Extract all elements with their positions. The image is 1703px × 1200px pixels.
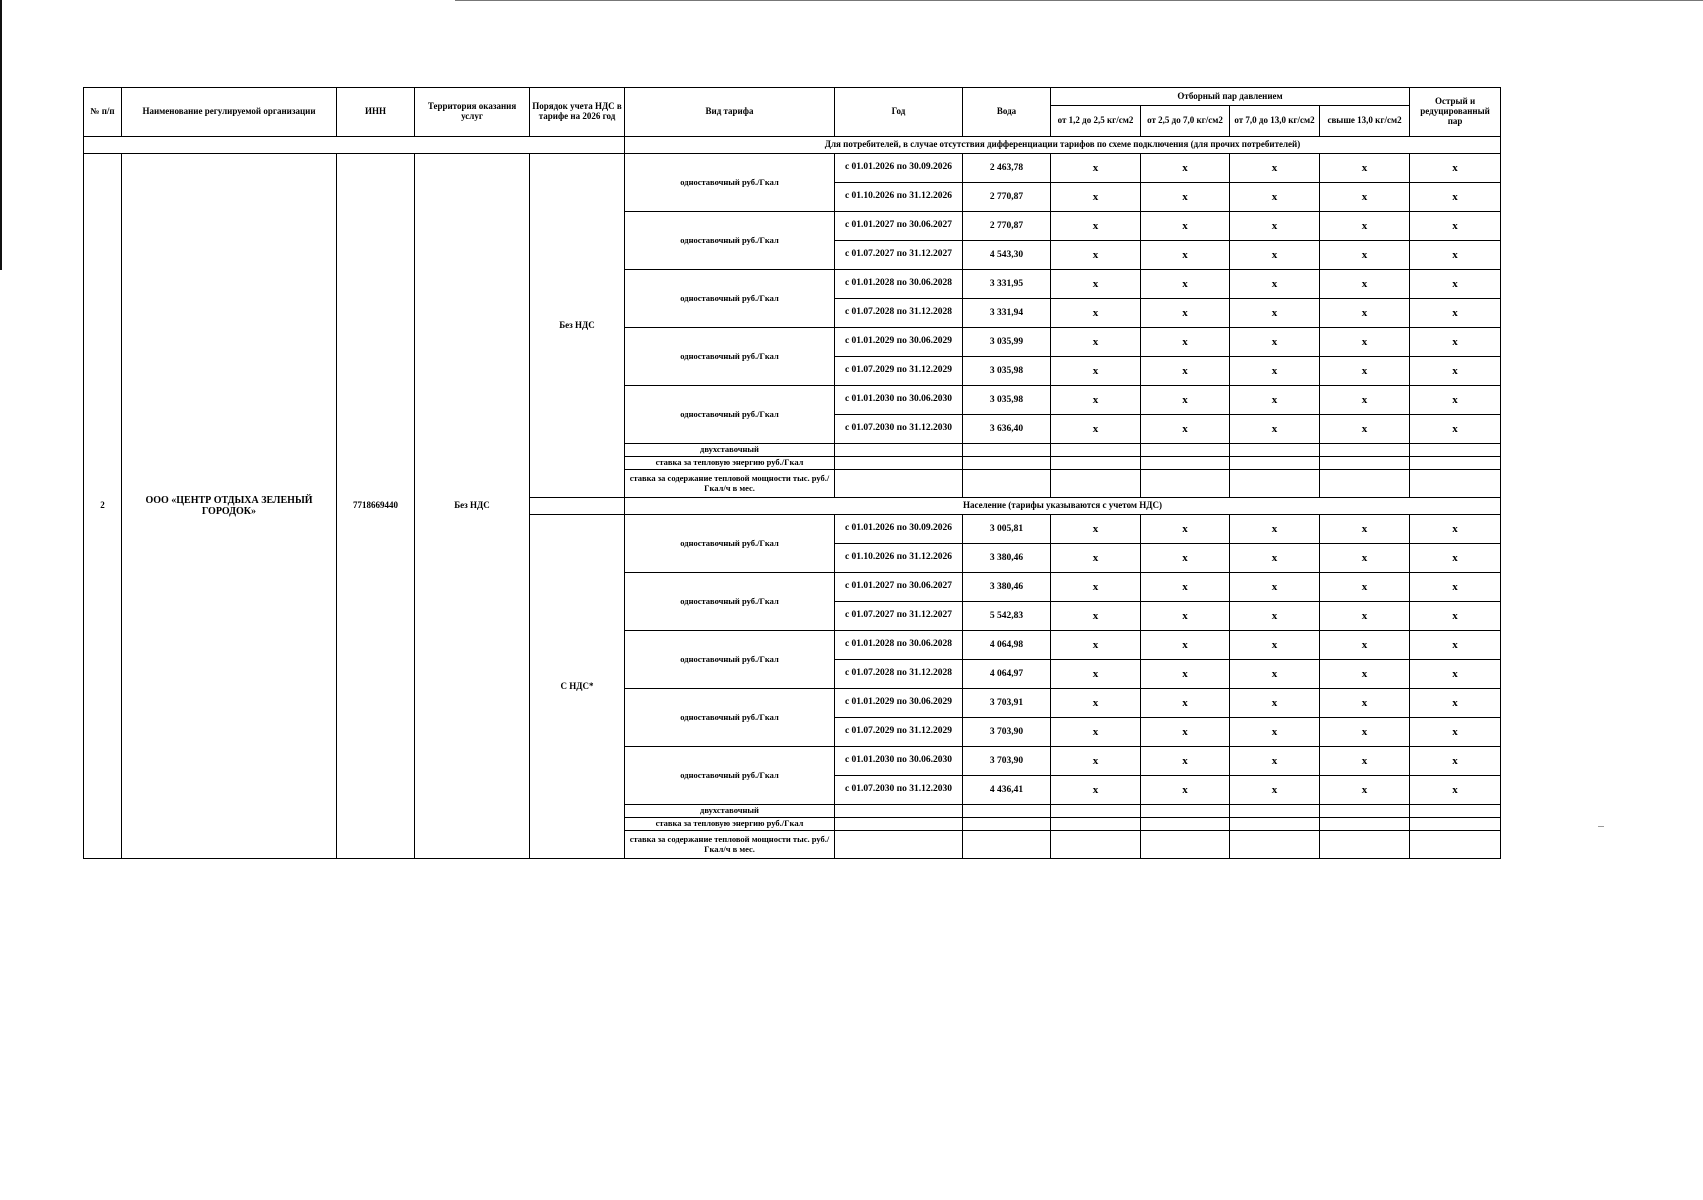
steam-4-cell: х xyxy=(1320,747,1410,776)
sharp-steam-cell: х xyxy=(1410,154,1501,183)
sharp-steam-cell: х xyxy=(1410,386,1501,415)
scan-edge-top xyxy=(455,0,1703,1)
empty-cell xyxy=(1320,457,1410,470)
empty-cell xyxy=(1410,457,1501,470)
water-value: 4 064,98 xyxy=(963,631,1051,660)
header-steam-3: от 7,0 до 13,0 кг/см2 xyxy=(1230,106,1320,137)
water-value: 4 543,30 xyxy=(963,241,1051,270)
empty-cell xyxy=(1051,444,1141,457)
tariff-kind: одноставочный руб./Гкал xyxy=(625,212,835,270)
tariff-kind-energy-rate: ставка за тепловую энергию руб./Гкал xyxy=(625,457,835,470)
empty-cell xyxy=(1410,818,1501,831)
water-value: 3 005,81 xyxy=(963,515,1051,544)
section-spacer xyxy=(84,137,625,154)
period-cell: с 01.07.2028 по 31.12.2028 xyxy=(835,660,963,689)
empty-cell xyxy=(1051,470,1141,498)
steam-1-cell: х xyxy=(1051,573,1141,602)
empty-cell xyxy=(1051,818,1141,831)
period-cell: с 01.07.2030 по 31.12.2030 xyxy=(835,415,963,444)
empty-cell xyxy=(1230,470,1320,498)
steam-3-cell: х xyxy=(1230,573,1320,602)
steam-3-cell: х xyxy=(1230,631,1320,660)
water-value: 3 636,40 xyxy=(963,415,1051,444)
water-value: 3 035,99 xyxy=(963,328,1051,357)
period-cell: с 01.01.2029 по 30.06.2029 xyxy=(835,689,963,718)
period-cell: с 01.07.2029 по 31.12.2029 xyxy=(835,357,963,386)
period-cell: с 01.01.2030 по 30.06.2030 xyxy=(835,386,963,415)
period-cell: с 01.07.2028 по 31.12.2028 xyxy=(835,299,963,328)
empty-cell xyxy=(835,831,963,859)
steam-1-cell: х xyxy=(1051,415,1141,444)
tariff-kind-capacity-rate: ставка за содержание тепловой мощности тыс. руб./Гкал/ч в мес. xyxy=(625,831,835,859)
empty-cell xyxy=(963,805,1051,818)
steam-4-cell: х xyxy=(1320,357,1410,386)
tariff-kind: одноставочный руб./Гкал xyxy=(625,747,835,805)
org-territory: Без НДС xyxy=(415,154,530,859)
empty-cell xyxy=(1141,457,1230,470)
sharp-steam-cell: х xyxy=(1410,270,1501,299)
section-spacer xyxy=(530,498,625,515)
sharp-steam-cell: х xyxy=(1410,573,1501,602)
steam-1-cell: х xyxy=(1051,328,1141,357)
steam-2-cell: х xyxy=(1141,270,1230,299)
steam-4-cell: х xyxy=(1320,212,1410,241)
header-num: № п/п xyxy=(84,88,122,137)
water-value: 3 331,95 xyxy=(963,270,1051,299)
empty-cell xyxy=(835,818,963,831)
steam-2-cell: х xyxy=(1141,241,1230,270)
period-cell: с 01.01.2027 по 30.06.2027 xyxy=(835,573,963,602)
steam-4-cell: х xyxy=(1320,631,1410,660)
steam-2-cell: х xyxy=(1141,183,1230,212)
steam-2-cell: х xyxy=(1141,154,1230,183)
empty-cell xyxy=(963,470,1051,498)
header-org-name: Наименование регулируемой организации xyxy=(122,88,337,137)
empty-cell xyxy=(1141,818,1230,831)
water-value: 3 331,94 xyxy=(963,299,1051,328)
sharp-steam-cell: х xyxy=(1410,415,1501,444)
steam-2-cell: х xyxy=(1141,660,1230,689)
steam-3-cell: х xyxy=(1230,602,1320,631)
steam-4-cell: х xyxy=(1320,183,1410,212)
steam-1-cell: х xyxy=(1051,718,1141,747)
section-consumers-title: Для потребителей, в случае отсутствия дифференциации тарифов по схеме подключения (для прочих потребителей) xyxy=(625,137,1501,154)
tariff-kind: одноставочный руб./Гкал xyxy=(625,270,835,328)
tariff-kind: одноставочный руб./Гкал xyxy=(625,154,835,212)
water-value: 3 380,46 xyxy=(963,573,1051,602)
steam-1-cell: х xyxy=(1051,270,1141,299)
steam-4-cell: х xyxy=(1320,328,1410,357)
empty-cell xyxy=(963,831,1051,859)
steam-1-cell: х xyxy=(1051,154,1141,183)
steam-4-cell: х xyxy=(1320,270,1410,299)
empty-cell xyxy=(1230,805,1320,818)
tariff-kind: одноставочный руб./Гкал xyxy=(625,689,835,747)
empty-cell xyxy=(1410,805,1501,818)
steam-3-cell: х xyxy=(1230,515,1320,544)
sharp-steam-cell: х xyxy=(1410,544,1501,573)
steam-4-cell: х xyxy=(1320,299,1410,328)
header-steam-4: свыше 13,0 кг/см2 xyxy=(1320,106,1410,137)
period-cell: с 01.01.2026 по 30.09.2026 xyxy=(835,515,963,544)
vat-order-with-vat: С НДС* xyxy=(530,515,625,859)
steam-3-cell: х xyxy=(1230,183,1320,212)
header-tariff-type: Вид тарифа xyxy=(625,88,835,137)
steam-1-cell: х xyxy=(1051,602,1141,631)
steam-4-cell: х xyxy=(1320,386,1410,415)
steam-2-cell: х xyxy=(1141,544,1230,573)
empty-cell xyxy=(1320,831,1410,859)
sharp-steam-cell: х xyxy=(1410,631,1501,660)
water-value: 3 703,91 xyxy=(963,689,1051,718)
header-inn: ИНН xyxy=(337,88,415,137)
steam-3-cell: х xyxy=(1230,776,1320,805)
empty-cell xyxy=(835,470,963,498)
steam-3-cell: х xyxy=(1230,270,1320,299)
tariff-kind-energy-rate: ставка за тепловую энергию руб./Гкал xyxy=(625,818,835,831)
tariff-kind-two-rate: двухставочный xyxy=(625,444,835,457)
steam-1-cell: х xyxy=(1051,515,1141,544)
header-row xyxy=(84,88,1501,106)
steam-1-cell: х xyxy=(1051,299,1141,328)
sharp-steam-cell: х xyxy=(1410,660,1501,689)
period-cell: с 01.01.2028 по 30.06.2028 xyxy=(835,270,963,299)
header-steam-1: от 1,2 до 2,5 кг/см2 xyxy=(1051,106,1141,137)
header-sharp-steam: Острый и редуцированный пар xyxy=(1410,88,1501,137)
empty-cell xyxy=(1230,818,1320,831)
empty-cell xyxy=(1320,805,1410,818)
steam-1-cell: х xyxy=(1051,689,1141,718)
water-value: 4 064,97 xyxy=(963,660,1051,689)
steam-2-cell: х xyxy=(1141,631,1230,660)
steam-4-cell: х xyxy=(1320,573,1410,602)
steam-1-cell: х xyxy=(1051,241,1141,270)
steam-4-cell: х xyxy=(1320,515,1410,544)
sharp-steam-cell: х xyxy=(1410,689,1501,718)
steam-3-cell: х xyxy=(1230,747,1320,776)
empty-cell xyxy=(835,457,963,470)
period-cell: с 01.01.2026 по 30.09.2026 xyxy=(835,154,963,183)
steam-1-cell: х xyxy=(1051,660,1141,689)
empty-cell xyxy=(835,805,963,818)
empty-cell xyxy=(1410,831,1501,859)
sharp-steam-cell: х xyxy=(1410,212,1501,241)
tariff-kind: одноставочный руб./Гкал xyxy=(625,573,835,631)
header-steam-group: Отборный пар давлением xyxy=(1051,88,1410,106)
period-cell: с 01.01.2030 по 30.06.2030 xyxy=(835,747,963,776)
steam-2-cell: х xyxy=(1141,515,1230,544)
empty-cell xyxy=(1320,444,1410,457)
steam-3-cell: х xyxy=(1230,415,1320,444)
steam-2-cell: х xyxy=(1141,386,1230,415)
steam-4-cell: х xyxy=(1320,241,1410,270)
header-steam-2: от 2,5 до 7,0 кг/см2 xyxy=(1141,106,1230,137)
tariff-kind: одноставочный руб./Гкал xyxy=(625,328,835,386)
steam-2-cell: х xyxy=(1141,776,1230,805)
period-cell: с 01.07.2029 по 31.12.2029 xyxy=(835,718,963,747)
empty-cell xyxy=(1141,470,1230,498)
sharp-steam-cell: х xyxy=(1410,241,1501,270)
tariff-kind: одноставочный руб./Гкал xyxy=(625,515,835,573)
steam-3-cell: х xyxy=(1230,718,1320,747)
steam-3-cell: х xyxy=(1230,386,1320,415)
sharp-steam-cell: х xyxy=(1410,357,1501,386)
empty-cell xyxy=(1320,470,1410,498)
steam-3-cell: х xyxy=(1230,357,1320,386)
steam-2-cell: х xyxy=(1141,747,1230,776)
steam-3-cell: х xyxy=(1230,154,1320,183)
period-cell: с 01.01.2028 по 30.06.2028 xyxy=(835,631,963,660)
empty-cell xyxy=(1141,831,1230,859)
vat-order-no-vat: Без НДС xyxy=(530,154,625,498)
steam-1-cell: х xyxy=(1051,386,1141,415)
sharp-steam-cell: х xyxy=(1410,602,1501,631)
water-value: 3 703,90 xyxy=(963,718,1051,747)
tariff-table xyxy=(83,87,1501,859)
sharp-steam-cell: х xyxy=(1410,718,1501,747)
scan-edge-left xyxy=(0,0,2,270)
steam-2-cell: х xyxy=(1141,718,1230,747)
header-water: Вода xyxy=(963,88,1051,137)
steam-1-cell: х xyxy=(1051,212,1141,241)
steam-2-cell: х xyxy=(1141,299,1230,328)
empty-cell xyxy=(963,444,1051,457)
org-inn: 7718669440 xyxy=(337,154,415,859)
section-population-title: Население (тарифы указываются с учетом НДС) xyxy=(625,498,1501,515)
steam-2-cell: х xyxy=(1141,212,1230,241)
steam-2-cell: х xyxy=(1141,689,1230,718)
water-value: 2 770,87 xyxy=(963,212,1051,241)
empty-cell xyxy=(1141,444,1230,457)
empty-cell xyxy=(963,818,1051,831)
steam-4-cell: х xyxy=(1320,776,1410,805)
sharp-steam-cell: х xyxy=(1410,776,1501,805)
steam-2-cell: х xyxy=(1141,602,1230,631)
tariff-kind: одноставочный руб./Гкал xyxy=(625,631,835,689)
steam-1-cell: х xyxy=(1051,631,1141,660)
empty-cell xyxy=(1141,805,1230,818)
water-value: 3 380,46 xyxy=(963,544,1051,573)
steam-3-cell: х xyxy=(1230,241,1320,270)
steam-4-cell: х xyxy=(1320,415,1410,444)
water-value: 4 436,41 xyxy=(963,776,1051,805)
steam-1-cell: х xyxy=(1051,544,1141,573)
steam-3-cell: х xyxy=(1230,544,1320,573)
empty-cell xyxy=(1051,457,1141,470)
steam-2-cell: х xyxy=(1141,328,1230,357)
empty-cell xyxy=(1051,831,1141,859)
period-cell: с 01.07.2027 по 31.12.2027 xyxy=(835,241,963,270)
tariff-kind-capacity-rate: ставка за содержание тепловой мощности тыс. руб./Гкал/ч в мес. xyxy=(625,470,835,498)
period-cell: с 01.07.2027 по 31.12.2027 xyxy=(835,602,963,631)
org-name: ООО «ЦЕНТР ОТДЫХА ЗЕЛЕНЫЙ ГОРОДОК» xyxy=(122,154,337,859)
section-row-consumers xyxy=(84,137,1501,154)
period-cell: с 01.01.2029 по 30.06.2029 xyxy=(835,328,963,357)
steam-4-cell: х xyxy=(1320,602,1410,631)
tariff-kind: одноставочный руб./Гкал xyxy=(625,386,835,444)
steam-1-cell: х xyxy=(1051,747,1141,776)
steam-3-cell: х xyxy=(1230,660,1320,689)
steam-1-cell: х xyxy=(1051,183,1141,212)
steam-4-cell: х xyxy=(1320,660,1410,689)
org-num: 2 xyxy=(84,154,122,859)
steam-4-cell: х xyxy=(1320,718,1410,747)
empty-cell xyxy=(1410,444,1501,457)
water-value: 2 770,87 xyxy=(963,183,1051,212)
steam-4-cell: х xyxy=(1320,154,1410,183)
empty-cell xyxy=(1320,818,1410,831)
period-cell: с 01.10.2026 по 31.12.2026 xyxy=(835,183,963,212)
sharp-steam-cell: х xyxy=(1410,299,1501,328)
steam-4-cell: х xyxy=(1320,544,1410,573)
empty-cell xyxy=(1230,444,1320,457)
sharp-steam-cell: х xyxy=(1410,183,1501,212)
period-cell: с 01.07.2030 по 31.12.2030 xyxy=(835,776,963,805)
steam-3-cell: х xyxy=(1230,328,1320,357)
sharp-steam-cell: х xyxy=(1410,328,1501,357)
water-value: 3 035,98 xyxy=(963,357,1051,386)
water-value: 3 703,90 xyxy=(963,747,1051,776)
steam-3-cell: х xyxy=(1230,299,1320,328)
steam-2-cell: х xyxy=(1141,415,1230,444)
table-row xyxy=(84,154,1501,183)
empty-cell xyxy=(835,444,963,457)
steam-3-cell: х xyxy=(1230,689,1320,718)
steam-1-cell: х xyxy=(1051,776,1141,805)
sharp-steam-cell: х xyxy=(1410,747,1501,776)
scan-speck xyxy=(1598,826,1604,827)
tariff-kind-two-rate: двухставочный xyxy=(625,805,835,818)
header-territory: Территория оказания услуг xyxy=(415,88,530,137)
empty-cell xyxy=(1230,457,1320,470)
header-vat-order: Порядок учета НДС в тарифе на 2026 год xyxy=(530,88,625,137)
empty-cell xyxy=(1051,805,1141,818)
header-year: Год xyxy=(835,88,963,137)
empty-cell xyxy=(1230,831,1320,859)
water-value: 3 035,98 xyxy=(963,386,1051,415)
sharp-steam-cell: х xyxy=(1410,515,1501,544)
empty-cell xyxy=(1410,470,1501,498)
steam-1-cell: х xyxy=(1051,357,1141,386)
period-cell: с 01.10.2026 по 31.12.2026 xyxy=(835,544,963,573)
steam-4-cell: х xyxy=(1320,689,1410,718)
empty-cell xyxy=(963,457,1051,470)
water-value: 5 542,83 xyxy=(963,602,1051,631)
steam-3-cell: х xyxy=(1230,212,1320,241)
period-cell: с 01.01.2027 по 30.06.2027 xyxy=(835,212,963,241)
steam-2-cell: х xyxy=(1141,573,1230,602)
steam-2-cell: х xyxy=(1141,357,1230,386)
water-value: 2 463,78 xyxy=(963,154,1051,183)
